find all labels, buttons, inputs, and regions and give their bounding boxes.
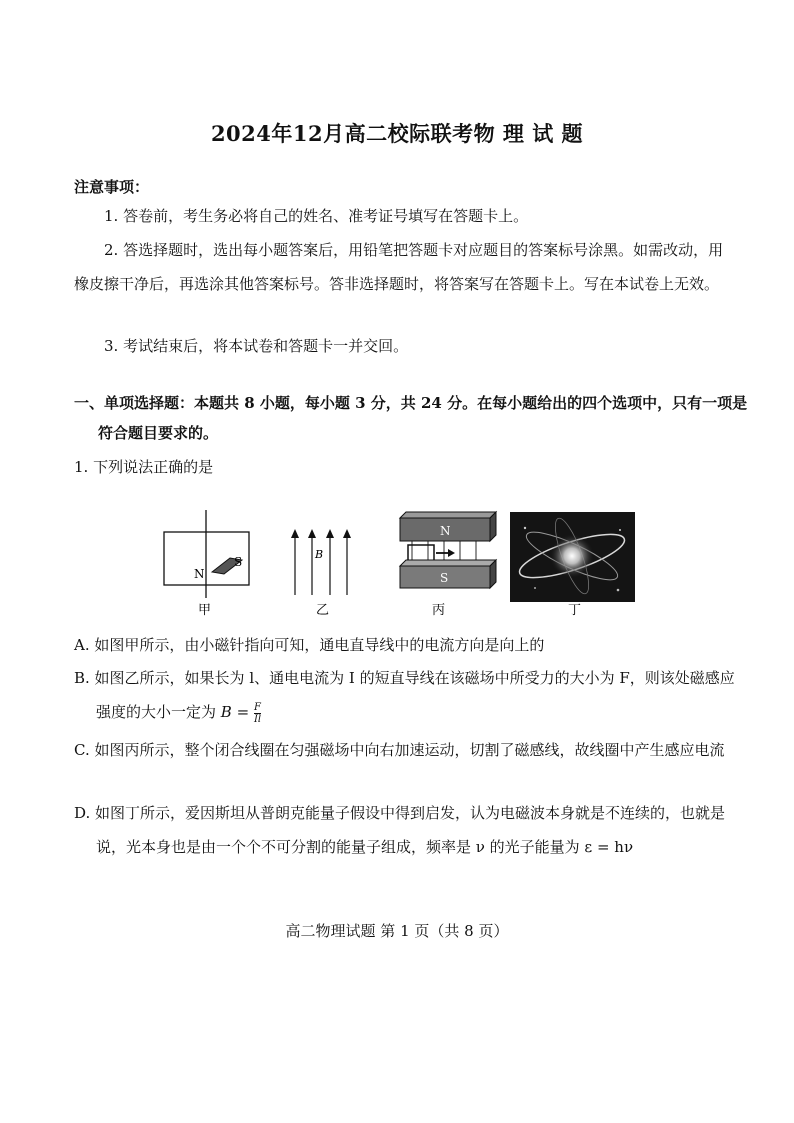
option-b-fraction xyxy=(254,702,261,725)
magnet-s-label: S xyxy=(440,571,449,585)
figure-label-bing: 丙 xyxy=(432,603,446,618)
fraction-numerator: F xyxy=(254,701,261,713)
notice-item-2: 2. 答选择题时，选出每小题答案后，用铅笔把答题卡对应题目的答案标号涂黑。如需改动，用橡皮擦干净后，再选涂其他答案标号。答非选择题时，将答案写在答题卡上。写在本试卷上无效。 xyxy=(74,241,724,293)
option-b xyxy=(74,661,746,729)
option-b-formula-lhs: B = xyxy=(220,703,250,721)
notice-item-3: 3. 考试结束后，将本试卷和答题卡一并交回。 xyxy=(104,337,409,355)
figure-jia xyxy=(164,510,249,618)
fraction-denominator: Il xyxy=(253,713,262,725)
question-1-figures xyxy=(150,500,650,625)
figure-yi xyxy=(291,529,351,618)
figure-bing xyxy=(400,512,496,618)
question-1-stem: 1. 下列说法正确的是 xyxy=(74,458,214,476)
compass-s-label: S xyxy=(234,555,243,569)
figure-ding xyxy=(510,512,635,618)
figure-label-yi: 乙 xyxy=(316,603,330,618)
option-c: C. 如图丙所示，整个闭合线圈在匀强磁场中向右加速运动，切割了磁感线，故线圈中产生感应电流 xyxy=(74,741,725,759)
option-d: D. 如图丁所示，爱因斯坦从普朗克能量子假设中得到启发，认为电磁波本身就是不连续的，也就是说，光本身也是由一个个不可分割的能量子组成，频率是 ν 的光子能量为 ε = hν xyxy=(74,804,726,856)
figure-label-jia: 甲 xyxy=(198,603,212,618)
page-title: 2024年12月高二校际联考物 理 试 题 xyxy=(210,121,584,146)
notice-heading: 注意事项： xyxy=(74,178,150,196)
option-b-text: B. 如图乙所示，如果长为 l、通电电流为 I 的短直导线在该磁场中所受力的大小为 F，则该处磁感应强度的大小一定为 xyxy=(74,669,735,721)
option-a: A. 如图甲所示，由小磁针指向可知，通电直导线中的电流方向是向上的 xyxy=(74,636,545,654)
compass-n-label: N xyxy=(194,567,205,581)
section-heading: 一、单项选择题：本题共 8 小题，每小题 3 分，共 24 分。在每小题给出的四个选项中，只有一项是符合题目要求的。 xyxy=(74,394,748,442)
field-b-label: B xyxy=(315,548,324,561)
page-footer: 高二物理试题 第 1 页（共 8 页） xyxy=(285,922,509,940)
figure-label-ding: 丁 xyxy=(568,603,582,618)
magnet-n-label: N xyxy=(440,524,451,538)
notice-item-1: 1. 答卷前，考生务必将自己的姓名、准考证号填写在答题卡上。 xyxy=(104,207,529,225)
